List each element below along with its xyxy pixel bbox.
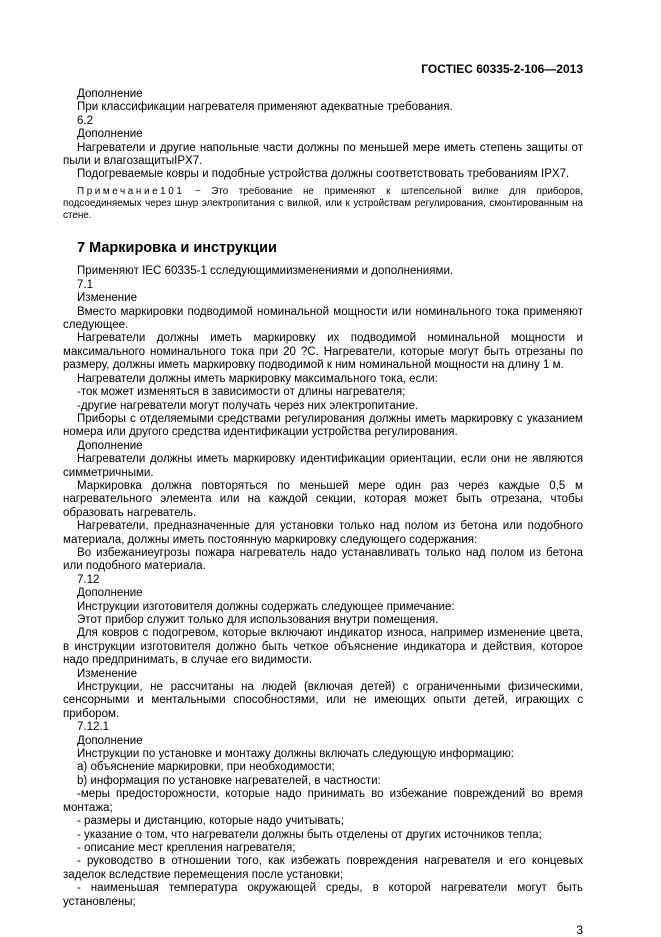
- paragraph: 7.12.1: [77, 721, 110, 734]
- page-number: 3: [576, 922, 583, 937]
- paragraph: Этот прибор служит только для использования внутри помещения.: [77, 614, 439, 627]
- paragraph: Для ковров с подогревом, которые включают индикатор износа, например изменение цвета, в инструкции изготовителя должно быть четкое объяснение индикатора и действия, которое надо предпринимать, в случае его видимости.: [63, 627, 583, 667]
- paragraph: Вместо маркировки подводимой номинальной мощности или номинального тока применяют следующее.: [63, 305, 583, 332]
- paragraph: - руководство в отношении того, как избежать повреждения нагревателя и его концевых заделок вследствие перемещения после установки;: [63, 855, 583, 881]
- paragraph: a) объяснение маркировки, при необходимости;: [77, 761, 335, 774]
- paragraph: -другие нагреватели могут получать через них электропитание.: [77, 399, 419, 412]
- paragraph: - наименьшая температура окружающей среды, в которой нагреватели могут быть установлены;: [63, 882, 583, 908]
- paragraph: Подогреваемые ковры и подобные устройства должны соответствовать требованиям IPX7.: [77, 168, 570, 181]
- paragraph: 7.1: [77, 278, 94, 291]
- document-header-id: ГОСТIEC 60335-2-106—2013: [421, 62, 583, 76]
- paragraph: Маркировка должна повторяться по меньшей мере один раз через каждые 0,5 м нагревательного элемента или на каждой секции, которая может быть отрезана, чтобы образовать нагреватель.: [63, 479, 583, 519]
- paragraph: Нагреватели должны иметь маркировку максимального тока, если:: [77, 372, 438, 385]
- paragraph: Дополнение: [77, 128, 143, 141]
- note-label: Примечание101: [77, 185, 185, 197]
- paragraph: Изменение: [77, 667, 138, 680]
- paragraph: Нагреватели и другие напольные части должны по меньшей мере иметь степень защиты от пыли и влагозащитыIPX7.: [63, 141, 583, 168]
- paragraph: Изменение: [77, 292, 138, 305]
- paragraph: Дополнение: [77, 88, 143, 100]
- paragraph: Нагреватели, предназначенные для установки только над полом из бетона или подобного материала, должны иметь постоянную маркировку следующего содержания:: [63, 520, 583, 546]
- paragraph: Дополнение: [77, 587, 143, 600]
- paragraph: - размеры и дистанцию, которые надо учитывать;: [77, 815, 345, 828]
- paragraph: Нагреватели должны иметь маркировку их подводимой номинальной мощности и максимального номинального тока при 20 ?С. Нагреватели, которые могут быть отрезаны по размеру, должны иметь маркировку подводимой к ним номинальной мощности на длину 1 м.: [63, 332, 583, 372]
- paragraph: Инструкции по установке и монтажу должны включать следующую информацию:: [77, 748, 515, 761]
- document-body: [63, 88, 583, 937]
- note-paragraph: [63, 186, 583, 223]
- paragraph: Дополнение: [77, 734, 143, 747]
- paragraph: Дополнение: [77, 439, 143, 452]
- paragraph: 6.2: [77, 114, 94, 127]
- note-text: − Это требование не применяют к штепсельной вилке для приборов, подсоединяемых через шнур электропитания с вилкой, или к устройствам регулирования, смонтированным на стене.: [63, 185, 583, 222]
- paragraph: При классификации нагревателя применяют адекватные требования.: [77, 101, 453, 114]
- paragraph: -ток может изменяться в зависимости от длины нагревателя;: [77, 386, 406, 399]
- paragraph: - указание о том, что нагреватели должны быть отделены от других источников тепла;: [77, 828, 542, 841]
- document-text: [63, 88, 583, 909]
- paragraph: Применяют IEC 60335-1 сследующимиизменениями и дополнениями.: [77, 265, 454, 278]
- section-heading: 7 Маркировка и инструкции: [77, 240, 277, 257]
- paragraph: b) информация по установке нагревателей, в частности:: [77, 774, 381, 787]
- paragraph: Во избежаниеугрозы пожара нагреватель надо устанавливать только над полом из бетона или подобного материала.: [63, 546, 583, 573]
- paragraph: -меры предосторожности, которые надо принимать во избежание повреждений во время монтажа;: [63, 788, 583, 814]
- paragraph: - описание мест крепления нагревателя;: [77, 841, 296, 854]
- paragraph: Инструкции изготовителя должны содержать следующее примечание:: [77, 600, 455, 613]
- paragraph: 7.12: [77, 573, 100, 586]
- paragraph: Нагреватели должны иметь маркировку идентификации ориентации, если они не являются симметричными.: [63, 453, 583, 479]
- paragraph: Инструкции, не рассчитаны на людей (включая детей) с ограниченными физическими, сенсорными и ментальными способностями, или не имеющих опыти детей, играющих с прибором.: [63, 681, 583, 720]
- paragraph: Приборы с отделяемыми средствами регулирования должны иметь маркировку с указанием номера или другого средства идентификации устройства регулирования.: [63, 412, 583, 439]
